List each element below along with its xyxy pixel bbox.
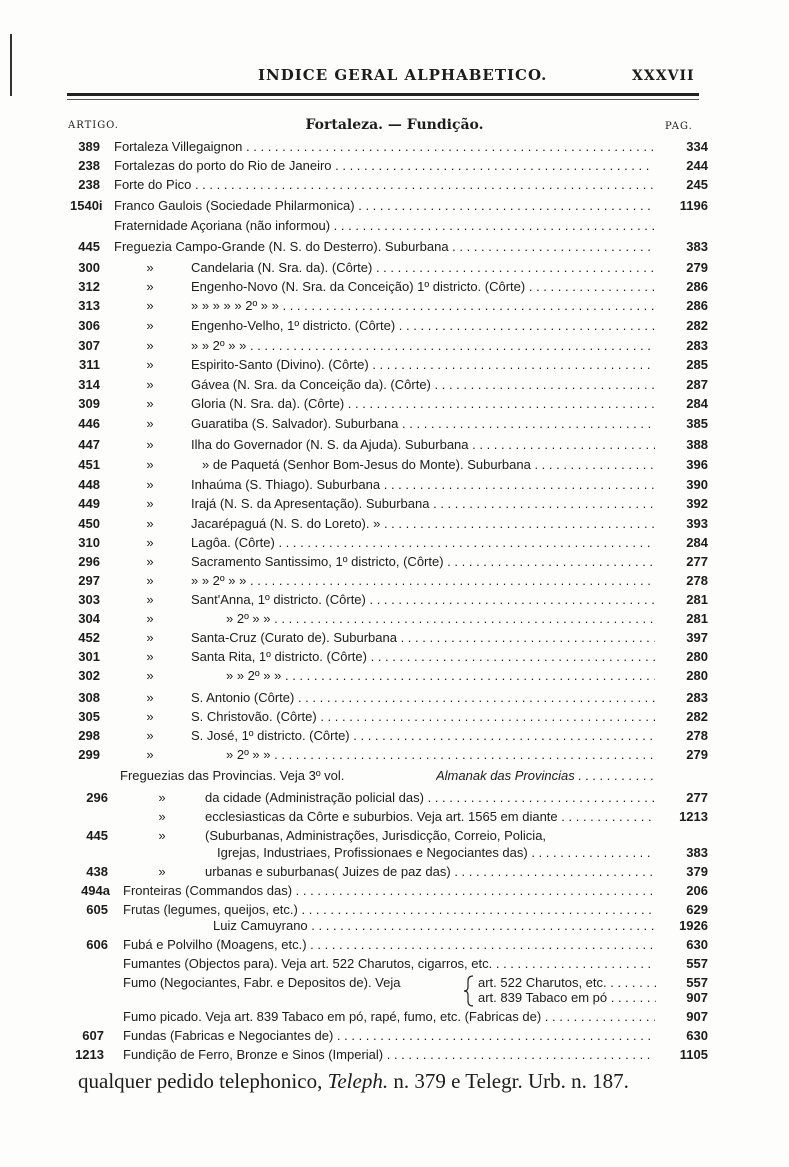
entry-text: Igrejas, Industriaes, Profissionaes e Negociantes das) . . .	[217, 843, 655, 862]
ditto-mark: »	[146, 318, 154, 333]
entry-text: Fronteiras (Commandos das) . . .	[123, 881, 655, 900]
entry-article: 452	[78, 630, 100, 645]
index-entry	[0, 552, 789, 571]
entry-page: 397	[686, 630, 708, 645]
index-entry-continued	[0, 843, 789, 862]
entry-page: 281	[686, 592, 708, 607]
index-entry	[0, 258, 789, 277]
entry-article: 302	[78, 668, 100, 683]
entry-article: 389	[78, 139, 100, 154]
entry-article: 605	[86, 902, 108, 917]
entry-article: 298	[78, 728, 100, 743]
index-entry	[0, 196, 789, 215]
ditto-mark: »	[158, 864, 166, 879]
entry-article: 304	[78, 611, 100, 626]
entry-text-italic: Almanak das Provincias . . .	[436, 766, 656, 785]
entry-text: Fumantes (Objectos para). Veja art. 522 Charutos, cigarros, etc. . . .	[123, 954, 655, 973]
entry-page: 388	[686, 437, 708, 452]
index-entry	[0, 156, 789, 175]
entry-page: 206	[686, 883, 708, 898]
entry-text: Jacarépaguá (N. S. do Loreto). » . . .	[191, 514, 655, 533]
entry-article: 238	[78, 177, 100, 192]
entry-text: Engenho-Velho, 1º districto. (Côrte) . . .	[191, 316, 655, 335]
column-artigo: ARTIGO.	[68, 120, 119, 131]
entry-text: S. Antonio (Côrte) . . .	[191, 688, 655, 707]
entry-article: 299	[78, 747, 100, 762]
ditto-mark: »	[146, 496, 154, 511]
index-entry	[0, 533, 789, 552]
entry-article: 445	[86, 828, 108, 843]
entry-page: 907	[686, 1009, 708, 1024]
entry-page: 287	[686, 377, 708, 392]
entry-option: art. 839 Tabaco em pó . . .	[478, 988, 656, 1007]
entry-text: S. Christovão. (Côrte) . . .	[191, 707, 655, 726]
entry-page: 278	[686, 728, 708, 743]
entry-article: 296	[78, 554, 100, 569]
footer-text-tail: n. 379 e Telegr. Urb. n. 187.	[388, 1069, 629, 1093]
entry-text: Santa Rita, 1º districto. (Côrte) . . .	[191, 647, 655, 666]
entry-page: 1196	[679, 198, 708, 213]
entry-text: Santa-Cruz (Curato de). Suburbana . . .	[191, 628, 655, 647]
index-entry	[0, 316, 789, 335]
entry-text: Fraternidade Açoriana (não informou) . . .	[114, 216, 654, 235]
entry-text: Fubá e Polvilho (Moagens, etc.) . . .	[123, 935, 655, 954]
entry-text: Engenho-Novo (N. Sra. da Conceição) 1º districto. (Côrte) . . .	[191, 277, 655, 296]
entry-text: Fortalezas do porto do Rio de Janeiro . . .	[114, 156, 654, 175]
entry-page: 282	[686, 318, 708, 333]
ditto-mark: »	[146, 592, 154, 607]
index-entry	[0, 916, 789, 935]
entry-page: 1213	[679, 809, 708, 824]
entry-page: 284	[686, 396, 708, 411]
ditto-mark: »	[146, 535, 154, 550]
entry-page: 385	[686, 416, 708, 431]
entry-article: 311	[79, 357, 100, 372]
index-entry	[0, 475, 789, 494]
index-entry	[0, 881, 789, 900]
ditto-mark: »	[146, 338, 154, 353]
ditto-mark: »	[146, 477, 154, 492]
entry-page: 557	[686, 975, 708, 990]
entry-text: (Suburbanas, Administrações, Jurisdicção, Correio, Policia,	[205, 828, 547, 843]
ditto-mark: »	[146, 457, 154, 472]
entry-text: Fundas (Fabricas e Negociantes de) . . .	[123, 1026, 655, 1045]
entry-text: da cidade (Administração policial das) . . .	[205, 788, 655, 807]
ditto-mark: »	[146, 516, 154, 531]
ditto-mark: »	[146, 709, 154, 724]
footer-text: qualquer pedido telephonico,	[78, 1069, 328, 1093]
index-entry	[0, 766, 789, 785]
ditto-mark: »	[146, 611, 154, 626]
entry-article: 451	[78, 457, 100, 472]
entry-text: Guaratiba (S. Salvador). Suburbana . . .	[191, 414, 655, 433]
ditto-mark: »	[146, 416, 154, 431]
entry-page: 379	[686, 864, 708, 879]
entry-article: 310	[78, 535, 100, 550]
index-entry	[0, 237, 789, 256]
index-entry	[0, 175, 789, 194]
entry-article: 606	[86, 937, 108, 952]
ditto-mark: »	[146, 554, 154, 569]
entry-page: 383	[686, 845, 708, 860]
entry-text: Fumo (Negociantes, Fabr. e Depositos de). Veja	[123, 975, 401, 990]
entry-text: Gávea (N. Sra. da Conceição da). (Côrte) . . .	[191, 375, 655, 394]
entry-page: 280	[686, 668, 708, 683]
entry-page: 383	[686, 239, 708, 254]
entry-text: » » 2º » » . . .	[226, 666, 655, 685]
entry-article: 312	[78, 279, 100, 294]
margin-mark	[10, 34, 12, 96]
entry-page: 280	[686, 649, 708, 664]
entry-article: 306	[78, 318, 100, 333]
index-entry	[0, 355, 789, 374]
entry-article: 307	[78, 338, 100, 353]
index-entry	[0, 688, 789, 707]
entry-article: 308	[78, 690, 100, 705]
entry-page: 282	[686, 709, 708, 724]
index-entry	[0, 296, 789, 315]
entry-text: Gloria (N. Sra. da). (Côrte) . . .	[191, 394, 655, 413]
entry-page: 279	[686, 260, 708, 275]
index-entry	[0, 862, 789, 881]
entry-text: Fumo picado. Veja art. 839 Tabaco em pó, rapé, fumo, etc. (Fabricas de) . . .	[123, 1007, 655, 1026]
entry-article: 238	[78, 158, 100, 173]
ditto-mark: »	[158, 809, 166, 824]
index-entry	[0, 745, 789, 764]
index-entry	[0, 336, 789, 355]
entry-page: 629	[686, 902, 708, 917]
entry-article: 446	[78, 416, 100, 431]
entry-page: 630	[686, 1028, 708, 1043]
entry-page: 557	[686, 956, 708, 971]
ditto-mark: »	[158, 828, 166, 843]
entry-page: 283	[686, 690, 708, 705]
index-entry	[0, 514, 789, 533]
entry-text: urbanas e suburbanas( Juizes de paz das) . . .	[205, 862, 655, 881]
index-entry	[0, 647, 789, 666]
entry-text: Irajá (N. S. da Apresentação). Suburbana . . .	[191, 494, 655, 513]
entry-article: 296	[86, 790, 108, 805]
entry-text: » » 2º » » . . .	[191, 571, 655, 590]
ditto-mark: »	[146, 260, 154, 275]
ditto-mark: »	[158, 790, 166, 805]
index-entry	[0, 954, 789, 973]
index-entry	[0, 935, 789, 954]
section-heading: Fortaleza. — Fundição.	[305, 117, 484, 133]
entry-article: 447	[78, 437, 100, 452]
entry-text: » de Paquetá (Senhor Bom-Jesus do Monte). Suburbana . . .	[202, 455, 655, 474]
ditto-mark: »	[146, 437, 154, 452]
footer-text-italic: Teleph.	[327, 1069, 389, 1093]
index-entry	[0, 216, 789, 235]
entry-page: 1926	[679, 918, 708, 933]
entry-article: 1540i	[70, 198, 103, 213]
index-entry	[0, 1007, 789, 1026]
index-entry	[0, 628, 789, 647]
entry-text: Freguezia Campo-Grande (N. S. do Desterro). Suburbana . . .	[114, 237, 654, 256]
entry-option: art. 522 Charutos, etc. . . .	[478, 973, 656, 992]
entry-article: 300	[78, 260, 100, 275]
entry-page: 630	[686, 937, 708, 952]
entry-article: 607	[82, 1028, 104, 1043]
entry-page: 277	[686, 554, 708, 569]
entry-text: S. José, 1º districto. (Côrte) . . .	[191, 726, 655, 745]
entry-article: 494a	[81, 883, 110, 898]
entry-article: 305	[78, 709, 100, 724]
entry-text: Frutas (legumes, queijos, etc.) . . .	[123, 900, 655, 919]
entry-page: 907	[686, 990, 708, 1005]
index-entry	[0, 375, 789, 394]
entry-text: Ilha do Governador (N. S. da Ajuda). Suburbana . . .	[191, 435, 655, 454]
ditto-mark: »	[146, 279, 154, 294]
ditto-mark: »	[146, 747, 154, 762]
index-entry	[0, 1026, 789, 1045]
ditto-mark: »	[146, 298, 154, 313]
entry-article: 309	[78, 396, 100, 411]
entry-page: 1105	[679, 1047, 708, 1062]
index-entry	[0, 707, 789, 726]
entry-text: » 2º » » . . .	[226, 609, 655, 628]
entry-page: 284	[686, 535, 708, 550]
ditto-mark: »	[146, 728, 154, 743]
entry-text: Luiz Camuyrano . . .	[213, 916, 655, 935]
index-entry	[0, 590, 789, 609]
entry-page: 393	[686, 516, 708, 531]
entry-article: 448	[78, 477, 100, 492]
entry-page: 245	[686, 177, 708, 192]
entry-page: 277	[686, 790, 708, 805]
index-entry	[0, 137, 789, 156]
entry-text: Freguezias das Provincias. Veja 3º vol.	[120, 768, 345, 783]
header-rule	[67, 93, 699, 96]
entry-article: 449	[78, 496, 100, 511]
entry-page: 279	[686, 747, 708, 762]
index-entry	[0, 494, 789, 513]
entry-page: 244	[686, 158, 708, 173]
index-entry	[0, 414, 789, 433]
entry-article: 1213	[75, 1047, 104, 1062]
index-entry	[0, 609, 789, 628]
entry-text: ecclesiasticas da Côrte e suburbios. Veja art. 1565 em diante . . .	[205, 807, 655, 826]
brace-icon	[463, 975, 475, 1007]
index-entry	[0, 394, 789, 413]
ditto-mark: »	[146, 668, 154, 683]
ditto-mark: »	[146, 357, 154, 372]
entry-page: 390	[686, 477, 708, 492]
entry-text: Espirito-Santo (Divino). (Côrte) . . .	[191, 355, 655, 374]
entry-article: 303	[78, 592, 100, 607]
entry-article: 313	[78, 298, 100, 313]
entry-text: » » 2º » » . . .	[191, 336, 655, 355]
entry-page: 392	[686, 496, 708, 511]
index-entry	[0, 807, 789, 826]
entry-text: » » » » » 2º » » . . .	[191, 296, 655, 315]
entry-page: 286	[686, 298, 708, 313]
entry-article: 314	[78, 377, 100, 392]
ditto-mark: »	[146, 377, 154, 392]
entry-page: 396	[686, 457, 708, 472]
entry-text: Sacramento Santissimo, 1º districto, (Côrte) . . .	[191, 552, 655, 571]
entry-article: 297	[78, 573, 100, 588]
index-entry	[0, 435, 789, 454]
index-entry	[0, 1045, 789, 1064]
header-rule-thin	[67, 99, 699, 100]
entry-article: 450	[78, 516, 100, 531]
column-pag: PAG.	[665, 121, 693, 132]
entry-text: » 2º » » . . .	[226, 745, 655, 764]
index-entry	[0, 455, 789, 474]
index-entry	[0, 788, 789, 807]
entry-page: 286	[686, 279, 708, 294]
page-number: XXXVII	[632, 68, 695, 84]
ditto-mark: »	[146, 649, 154, 664]
entry-page: 278	[686, 573, 708, 588]
entry-page: 285	[686, 357, 708, 372]
entry-text: Fortaleza Villegaignon . . .	[114, 137, 654, 156]
entry-article: 301	[78, 649, 100, 664]
entry-page: 334	[686, 139, 708, 154]
ditto-mark: »	[146, 396, 154, 411]
entry-text: Franco Gaulois (Sociedade Philarmonica) . . .	[114, 196, 654, 215]
footer-advert	[78, 1069, 718, 1094]
index-entry	[0, 666, 789, 685]
entry-page: 281	[686, 611, 708, 626]
entry-text: Inhaúma (S. Thiago). Suburbana . . .	[191, 475, 655, 494]
page-title: INDICE GERAL ALPHABETICO.	[258, 66, 548, 84]
entry-text: Candelaria (N. Sra. da). (Côrte) . . .	[191, 258, 655, 277]
ditto-mark: »	[146, 690, 154, 705]
entry-page: 283	[686, 338, 708, 353]
entry-text: Fundição de Ferro, Bronze e Sinos (Imperial) . . .	[123, 1045, 655, 1064]
entry-text: Lagôa. (Côrte) . . .	[191, 533, 655, 552]
index-entry-continued	[0, 988, 789, 1007]
entry-text: Forte do Pico . . .	[114, 175, 654, 194]
entry-article: 445	[78, 239, 100, 254]
entry-article: 438	[86, 864, 108, 879]
index-entry	[0, 571, 789, 590]
ditto-mark: »	[146, 573, 154, 588]
index-entry	[0, 277, 789, 296]
entry-text: Sant'Anna, 1º districto. (Côrte) . . .	[191, 590, 655, 609]
ditto-mark: »	[146, 630, 154, 645]
index-entry	[0, 726, 789, 745]
